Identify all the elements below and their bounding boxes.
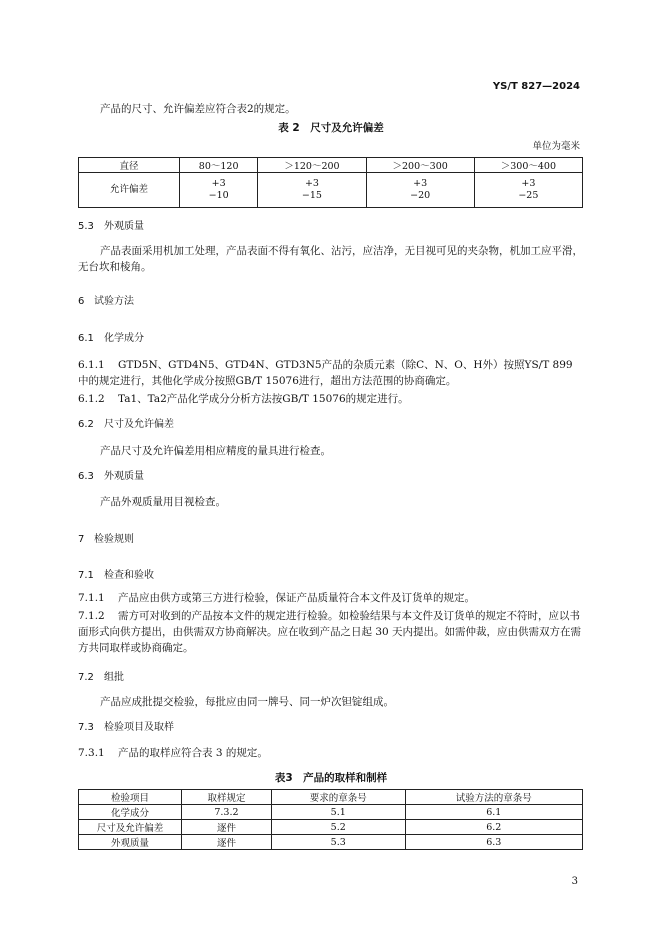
section-heading <box>78 219 583 235</box>
minus-tolerance: −15 <box>301 190 322 201</box>
table-cell: 5.3 <box>271 835 405 850</box>
clause-text: 产品应由供方或第三方进行检验，保证产品质量符合本文件及订货单的规定。 <box>118 592 475 604</box>
section-title: 试验方法 <box>94 296 134 307</box>
table-cell <box>258 173 366 208</box>
section-number: 7 <box>78 534 85 545</box>
table-row <box>79 820 583 835</box>
table-header-cell: 试验方法的章条号 <box>405 790 582 805</box>
section-number: 6.1 <box>78 333 94 344</box>
plus-tolerance: +3 <box>413 178 428 189</box>
table-cell: 7.3.2 <box>182 805 272 820</box>
table-cell <box>180 173 258 208</box>
section-heading <box>78 331 583 347</box>
table-cell: 逐件 <box>182 835 272 850</box>
table-row-label: 允许偏差 <box>79 173 180 208</box>
table-row <box>79 173 583 208</box>
standard-number: YS/T 827—2024 <box>492 81 580 92</box>
table2-dimensions <box>78 157 583 208</box>
table2-unit: 单位为毫米 <box>532 141 580 152</box>
page-number: 3 <box>571 876 578 887</box>
paragraph: 产品尺寸及允许偏差用相应精度的量具进行检查。 <box>100 445 331 457</box>
clause-number: 6.1.1 <box>78 359 105 371</box>
table-cell: 5.1 <box>271 805 405 820</box>
table-header-cell: 检验项目 <box>79 790 182 805</box>
table-header-cell: 80～120 <box>180 158 258 173</box>
minus-tolerance: −25 <box>518 190 539 201</box>
table-header-row <box>79 158 583 173</box>
paragraph: 产品外观质量用目视检查。 <box>100 496 226 508</box>
section-heading <box>78 532 583 548</box>
table3-caption: 表3 产品的取样和制样 <box>274 772 388 784</box>
section-heading <box>78 417 583 433</box>
section-title: 检查和验收 <box>104 570 154 581</box>
clause-number: 7.1.2 <box>78 610 105 622</box>
table-cell <box>474 173 582 208</box>
clause-number: 6.1.2 <box>78 393 105 405</box>
table-cell: 尺寸及允许偏差 <box>79 820 182 835</box>
clause-number: 7.3.1 <box>78 747 105 759</box>
table-header-cell: ＞120～200 <box>258 158 366 173</box>
minus-tolerance: −10 <box>208 190 229 201</box>
section-heading <box>78 294 583 310</box>
table-header-cell: 直径 <box>79 158 180 173</box>
section-number: 6.2 <box>78 419 94 430</box>
clause-text: 产品的取样应符合表 3 的规定。 <box>118 747 268 759</box>
section-title: 外观质量 <box>104 471 144 482</box>
table-header-cell: ＞300～400 <box>474 158 582 173</box>
table-cell: 6.2 <box>405 820 582 835</box>
section-heading <box>78 568 583 584</box>
minus-tolerance: −20 <box>410 190 431 201</box>
intro-paragraph: 产品的尺寸、允许偏差应符合表2的规定。 <box>100 103 296 115</box>
clause-item <box>78 391 583 407</box>
section-heading <box>78 670 583 686</box>
table-cell: 逐件 <box>182 820 272 835</box>
table3-sampling <box>78 789 583 850</box>
table-cell: 外观质量 <box>79 835 182 850</box>
paragraph: 产品表面采用机加工处理，产品表面不得有氧化、沾污，应洁净，无目视可见的夹杂物，机加工应平滑，无台坎和棱角。 <box>78 245 583 273</box>
paragraph: 产品应成批提交检验，每批应由同一牌号、同一炉次钽锭组成。 <box>100 696 394 708</box>
table-cell: 6.3 <box>405 835 582 850</box>
table-cell: 6.1 <box>405 805 582 820</box>
table-row <box>79 805 583 820</box>
section-heading <box>78 720 583 736</box>
table-cell <box>366 173 474 208</box>
table-header-cell: 要求的章条号 <box>271 790 405 805</box>
table-cell: 化学成分 <box>79 805 182 820</box>
plus-tolerance: +3 <box>521 178 536 189</box>
table-header-row <box>79 790 583 805</box>
table-header-cell: 取样规定 <box>182 790 272 805</box>
section-title: 化学成分 <box>104 333 144 344</box>
clause-item <box>78 745 583 761</box>
section-number: 6.3 <box>78 471 94 482</box>
section-title: 检验规则 <box>94 534 134 545</box>
section-number: 7.2 <box>78 672 94 683</box>
plus-tolerance: +3 <box>304 178 319 189</box>
section-title: 外观质量 <box>104 221 144 232</box>
plus-tolerance: +3 <box>211 178 226 189</box>
clause-text: Ta1、Ta2产品化学成分分析方法按GB/T 15076的规定进行。 <box>118 393 409 405</box>
section-heading <box>78 469 583 485</box>
table-cell: 5.2 <box>271 820 405 835</box>
section-title: 组批 <box>104 672 124 683</box>
clause-text: GTD5N、GTD4N5、GTD4N、GTD3N5产品的杂质元素（除C、N、O、H外）按照YS/T 899中的规定进行，其他化学成分按照GB/T 15076进行，超出方法范围的协商确定。 <box>78 359 573 387</box>
clause-item <box>78 590 583 606</box>
section-number: 7.1 <box>78 570 94 581</box>
clause-item <box>78 608 583 656</box>
section-title: 检验项目及取样 <box>104 722 174 733</box>
section-number: 6 <box>78 296 85 307</box>
clause-number: 7.1.1 <box>78 592 105 604</box>
table2-caption: 表 2 尺寸及允许偏差 <box>278 122 384 134</box>
table-row <box>79 835 583 850</box>
section-title: 尺寸及允许偏差 <box>104 419 174 430</box>
section-number: 7.3 <box>78 722 94 733</box>
clause-item <box>78 357 583 389</box>
section-number: 5.3 <box>78 221 94 232</box>
clause-text: 需方可对收到的产品按本文件的规定进行检验。如检验结果与本文件及订货单的规定不符时，应以书面形式向供方提出，由供需双方协商解决。应在收到产品之日起 30 天内提出。如需仲裁，应由供需双方在需方共同取样或协商确定。 <box>78 610 582 654</box>
table-header-cell: ＞200～300 <box>366 158 474 173</box>
